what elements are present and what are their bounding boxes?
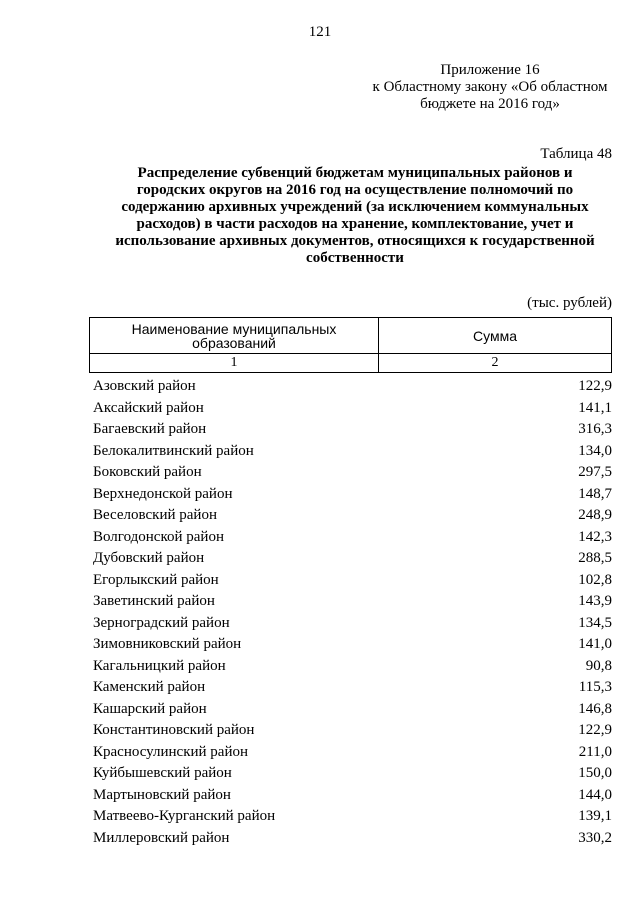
amount-value: 144,0 (578, 786, 612, 803)
municipality-name: Багаевский район (93, 421, 207, 438)
table-row (93, 828, 612, 850)
municipality-name: Мартыновский район (93, 786, 231, 803)
municipality-name: Миллеровский район (93, 829, 230, 846)
table-row (93, 677, 612, 699)
amount-value: 102,8 (578, 571, 612, 588)
amount-value: 115,3 (578, 679, 612, 696)
table-row (93, 699, 612, 721)
appendix-line: Приложение 16 (440, 62, 540, 78)
amount-value: 134,0 (578, 442, 612, 459)
municipality-name: Аксайский район (93, 399, 204, 416)
table-row (93, 806, 612, 828)
table-row (93, 720, 612, 742)
table-row (93, 763, 612, 785)
municipality-name: Зерноградский район (93, 614, 230, 631)
amount-value: 316,3 (578, 421, 612, 438)
amount-value: 297,5 (578, 464, 612, 481)
table-header (89, 317, 612, 373)
table-row (93, 634, 612, 656)
municipality-name: Дубовский район (93, 550, 205, 567)
table-row (93, 484, 612, 506)
units-label: (тыс. рублей) (527, 295, 612, 311)
amount-value: 139,1 (578, 808, 612, 825)
amount-value: 248,9 (578, 507, 612, 524)
municipality-name: Кашарский район (93, 700, 207, 717)
title-line: расходов) в части расходов на хранение, комплектование, учет и (136, 216, 574, 232)
table-row (93, 613, 612, 635)
title-line: Распределение субвенций бюджетам муниципальных районов и (137, 165, 573, 181)
amount-value: 148,7 (578, 485, 612, 502)
amount-value: 211,0 (578, 743, 612, 760)
table-number: Таблица 48 (540, 146, 612, 162)
table-row (93, 527, 612, 549)
title-line: собственности (306, 250, 404, 266)
appendix-reference (370, 62, 610, 113)
amount-value: 134,5 (578, 614, 612, 631)
amount-value: 143,9 (578, 593, 612, 610)
municipality-name: Боковский район (93, 464, 202, 481)
amount-value: 150,0 (578, 765, 612, 782)
municipality-name: Егорлыкский район (93, 571, 219, 588)
municipality-name: Красносулинский район (93, 743, 249, 760)
header-sum-cell: Сумма (379, 318, 612, 354)
title-line: использование архивных документов, относящихся к государственной (115, 233, 595, 249)
table-row (93, 376, 612, 398)
table-row (93, 441, 612, 463)
municipality-name: Волгодонской район (93, 528, 224, 545)
table-row (93, 742, 612, 764)
column-number-2: 2 (379, 354, 612, 373)
municipality-name: Верхнедонской район (93, 485, 233, 502)
page-number: 121 (308, 24, 332, 40)
table-body (93, 376, 612, 849)
header-name-line: Наименование муниципальных (131, 320, 337, 337)
title-line: содержанию архивных учреждений (за исключением коммунальных (121, 199, 589, 215)
amount-value: 288,5 (578, 550, 612, 567)
header-name-line: образований (192, 334, 276, 351)
amount-value: 330,2 (578, 829, 612, 846)
table-row (93, 570, 612, 592)
table-row (93, 462, 612, 484)
amount-value: 142,3 (578, 528, 612, 545)
amount-value: 141,0 (578, 636, 612, 653)
amount-value: 146,8 (578, 700, 612, 717)
amount-value: 122,9 (578, 722, 612, 739)
municipality-name: Азовский район (93, 378, 196, 395)
table-row (93, 505, 612, 527)
municipality-name: Кагальницкий район (93, 657, 226, 674)
municipality-name: Заветинский район (93, 593, 215, 610)
title-line: городских округов на 2016 год на осуществление полномочий по (136, 182, 574, 198)
municipality-name: Каменский район (93, 679, 206, 696)
appendix-line: бюджете на 2016 год» (420, 96, 560, 112)
municipality-name: Зимовниковский район (93, 636, 242, 653)
table-row (93, 656, 612, 678)
header-name-cell (90, 318, 379, 354)
municipality-name: Константиновский район (93, 722, 255, 739)
amount-value: 90,8 (585, 657, 612, 674)
table-row (93, 419, 612, 441)
amount-value: 141,1 (578, 399, 612, 416)
column-number-1: 1 (90, 354, 379, 373)
appendix-line: к Областному закону «Об областном (372, 79, 608, 95)
table-row (93, 785, 612, 807)
municipality-name: Веселовский район (93, 507, 217, 524)
municipality-name: Куйбышевский район (93, 765, 232, 782)
table-row (93, 548, 612, 570)
document-title (90, 165, 620, 267)
amount-value: 122,9 (578, 378, 612, 395)
table-row (93, 398, 612, 420)
table-row (93, 591, 612, 613)
municipality-name: Матвеево-Курганский район (93, 808, 276, 825)
municipality-name: Белокалитвинский район (93, 442, 254, 459)
